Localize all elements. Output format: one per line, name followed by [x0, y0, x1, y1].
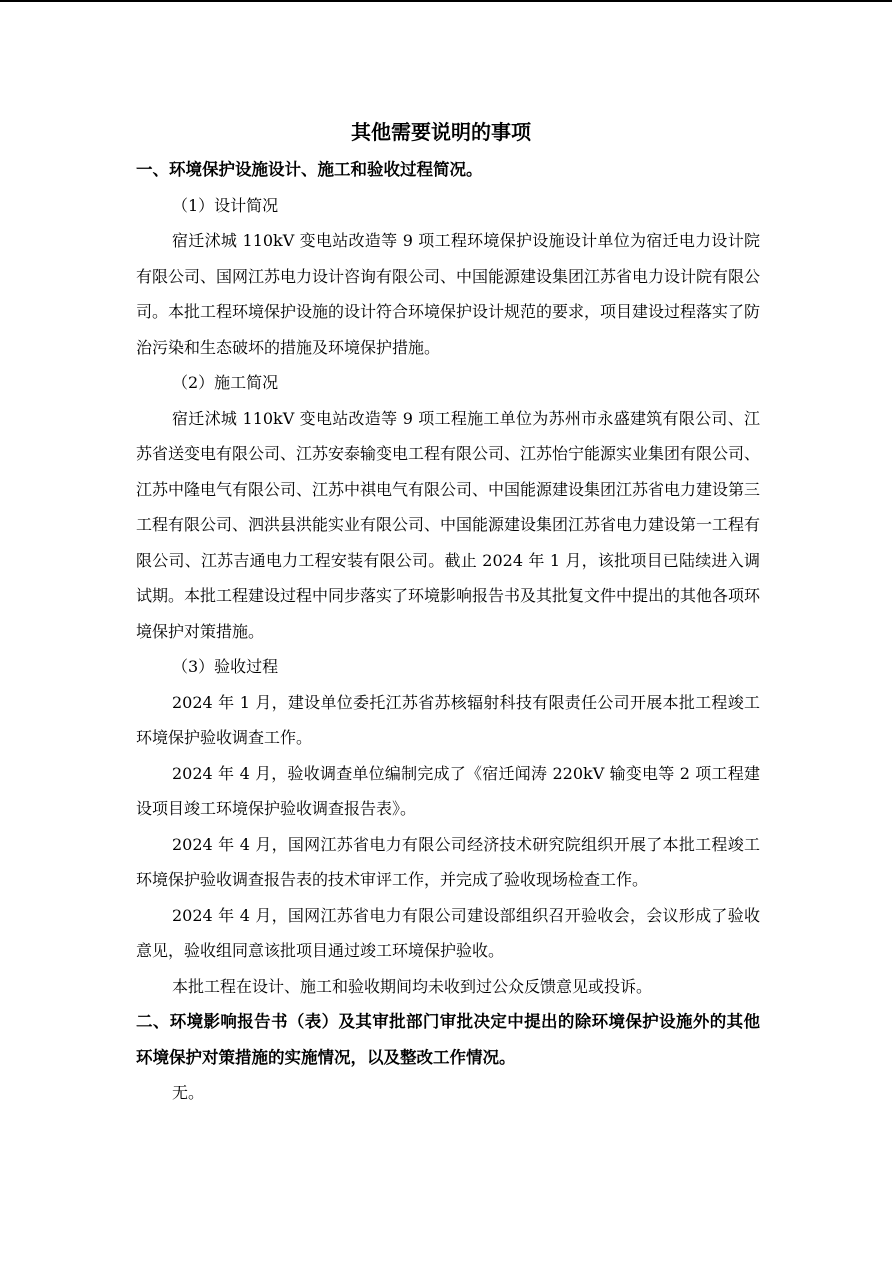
section-2-text: 无。	[172, 1083, 205, 1102]
document-page	[136, 112, 760, 1111]
design-subheading: （1）设计简况	[172, 195, 279, 215]
acceptance-paragraph-3: 2024 年 4 月，国网江苏省电力有限公司经济技术研究院组织开展了本批工程竣工环境保护验收调查报告表的技术审评工作，并完成了验收现场检查工作。	[136, 834, 760, 889]
design-paragraph: 宿迁沭城 110kV 变电站改造等 9 项工程环境保护设施设计单位为宿迁电力设计院有限公司、国网江苏电力设计咨询有限公司、中国能源建设集团江苏省电力设计院有限公司。本批工程环境保护设施的设计符合环境保护设计规范的要求，项目建设过程落实了防治污染和生态破坏的措施及环境保护措施。	[136, 231, 761, 357]
acceptance-paragraph-5: 本批工程在设计、施工和验收期间均未收到过公众反馈意见或投诉。	[172, 976, 653, 996]
top-border-line	[0, 0, 892, 2]
section-1-heading: 一、环境保护设施设计、施工和验收过程简况。	[136, 160, 483, 179]
acceptance-paragraph-1: 2024 年 1 月，建设单位委托江苏省苏核辐射科技有限责任公司开展本批工程竣工环境保护验收调查工作。	[136, 692, 760, 747]
section-2	[136, 1004, 760, 1111]
document-title: 其他需要说明的事项	[351, 120, 531, 144]
construction-subheading: （2）施工简况	[172, 373, 279, 392]
acceptance-paragraph-2: 2024 年 4 月，验收调查单位编制完成了《宿迁闻涛 220kV 输变电等 2 项工程建设项目竣工环境保护验收调查报告表》。	[136, 763, 760, 818]
acceptance-paragraph-4: 2024 年 4 月，国网江苏省电力有限公司建设部组织召开验收会，会议形成了验收意见，验收组同意该批项目通过竣工环境保护验收。	[136, 905, 760, 960]
section-2-heading: 二、环境影响报告书（表）及其审批部门审批决定中提出的除环境保护设施外的其他环境保护对策措施的实施情况，以及整改工作情况。	[136, 1012, 760, 1067]
section-1	[136, 152, 760, 1004]
acceptance-subheading: （3）验收过程	[172, 657, 279, 676]
construction-paragraph: 宿迁沭城 110kV 变电站改造等 9 项工程施工单位为苏州市永盛建筑有限公司、江苏省送变电有限公司、江苏安泰输变电工程有限公司、江苏怡宁能源实业集团有限公司、江苏中隆电气有限公司、江苏中祺电气有限公司、中国能源建设集团江苏省电力建设第三工程有限公司、泗洪县洪能实业有限公司、中国能源建设集团江苏省电力建设第一工程有限公司、江苏吉通电力工程安装有限公司。截止 2024 年 1 月，该批项目已陆续进入调试期。本批工程建设过程中同步落实了环境影响报告书及其批复文件中提出的其他各项环境保护对策措施。	[136, 408, 761, 641]
